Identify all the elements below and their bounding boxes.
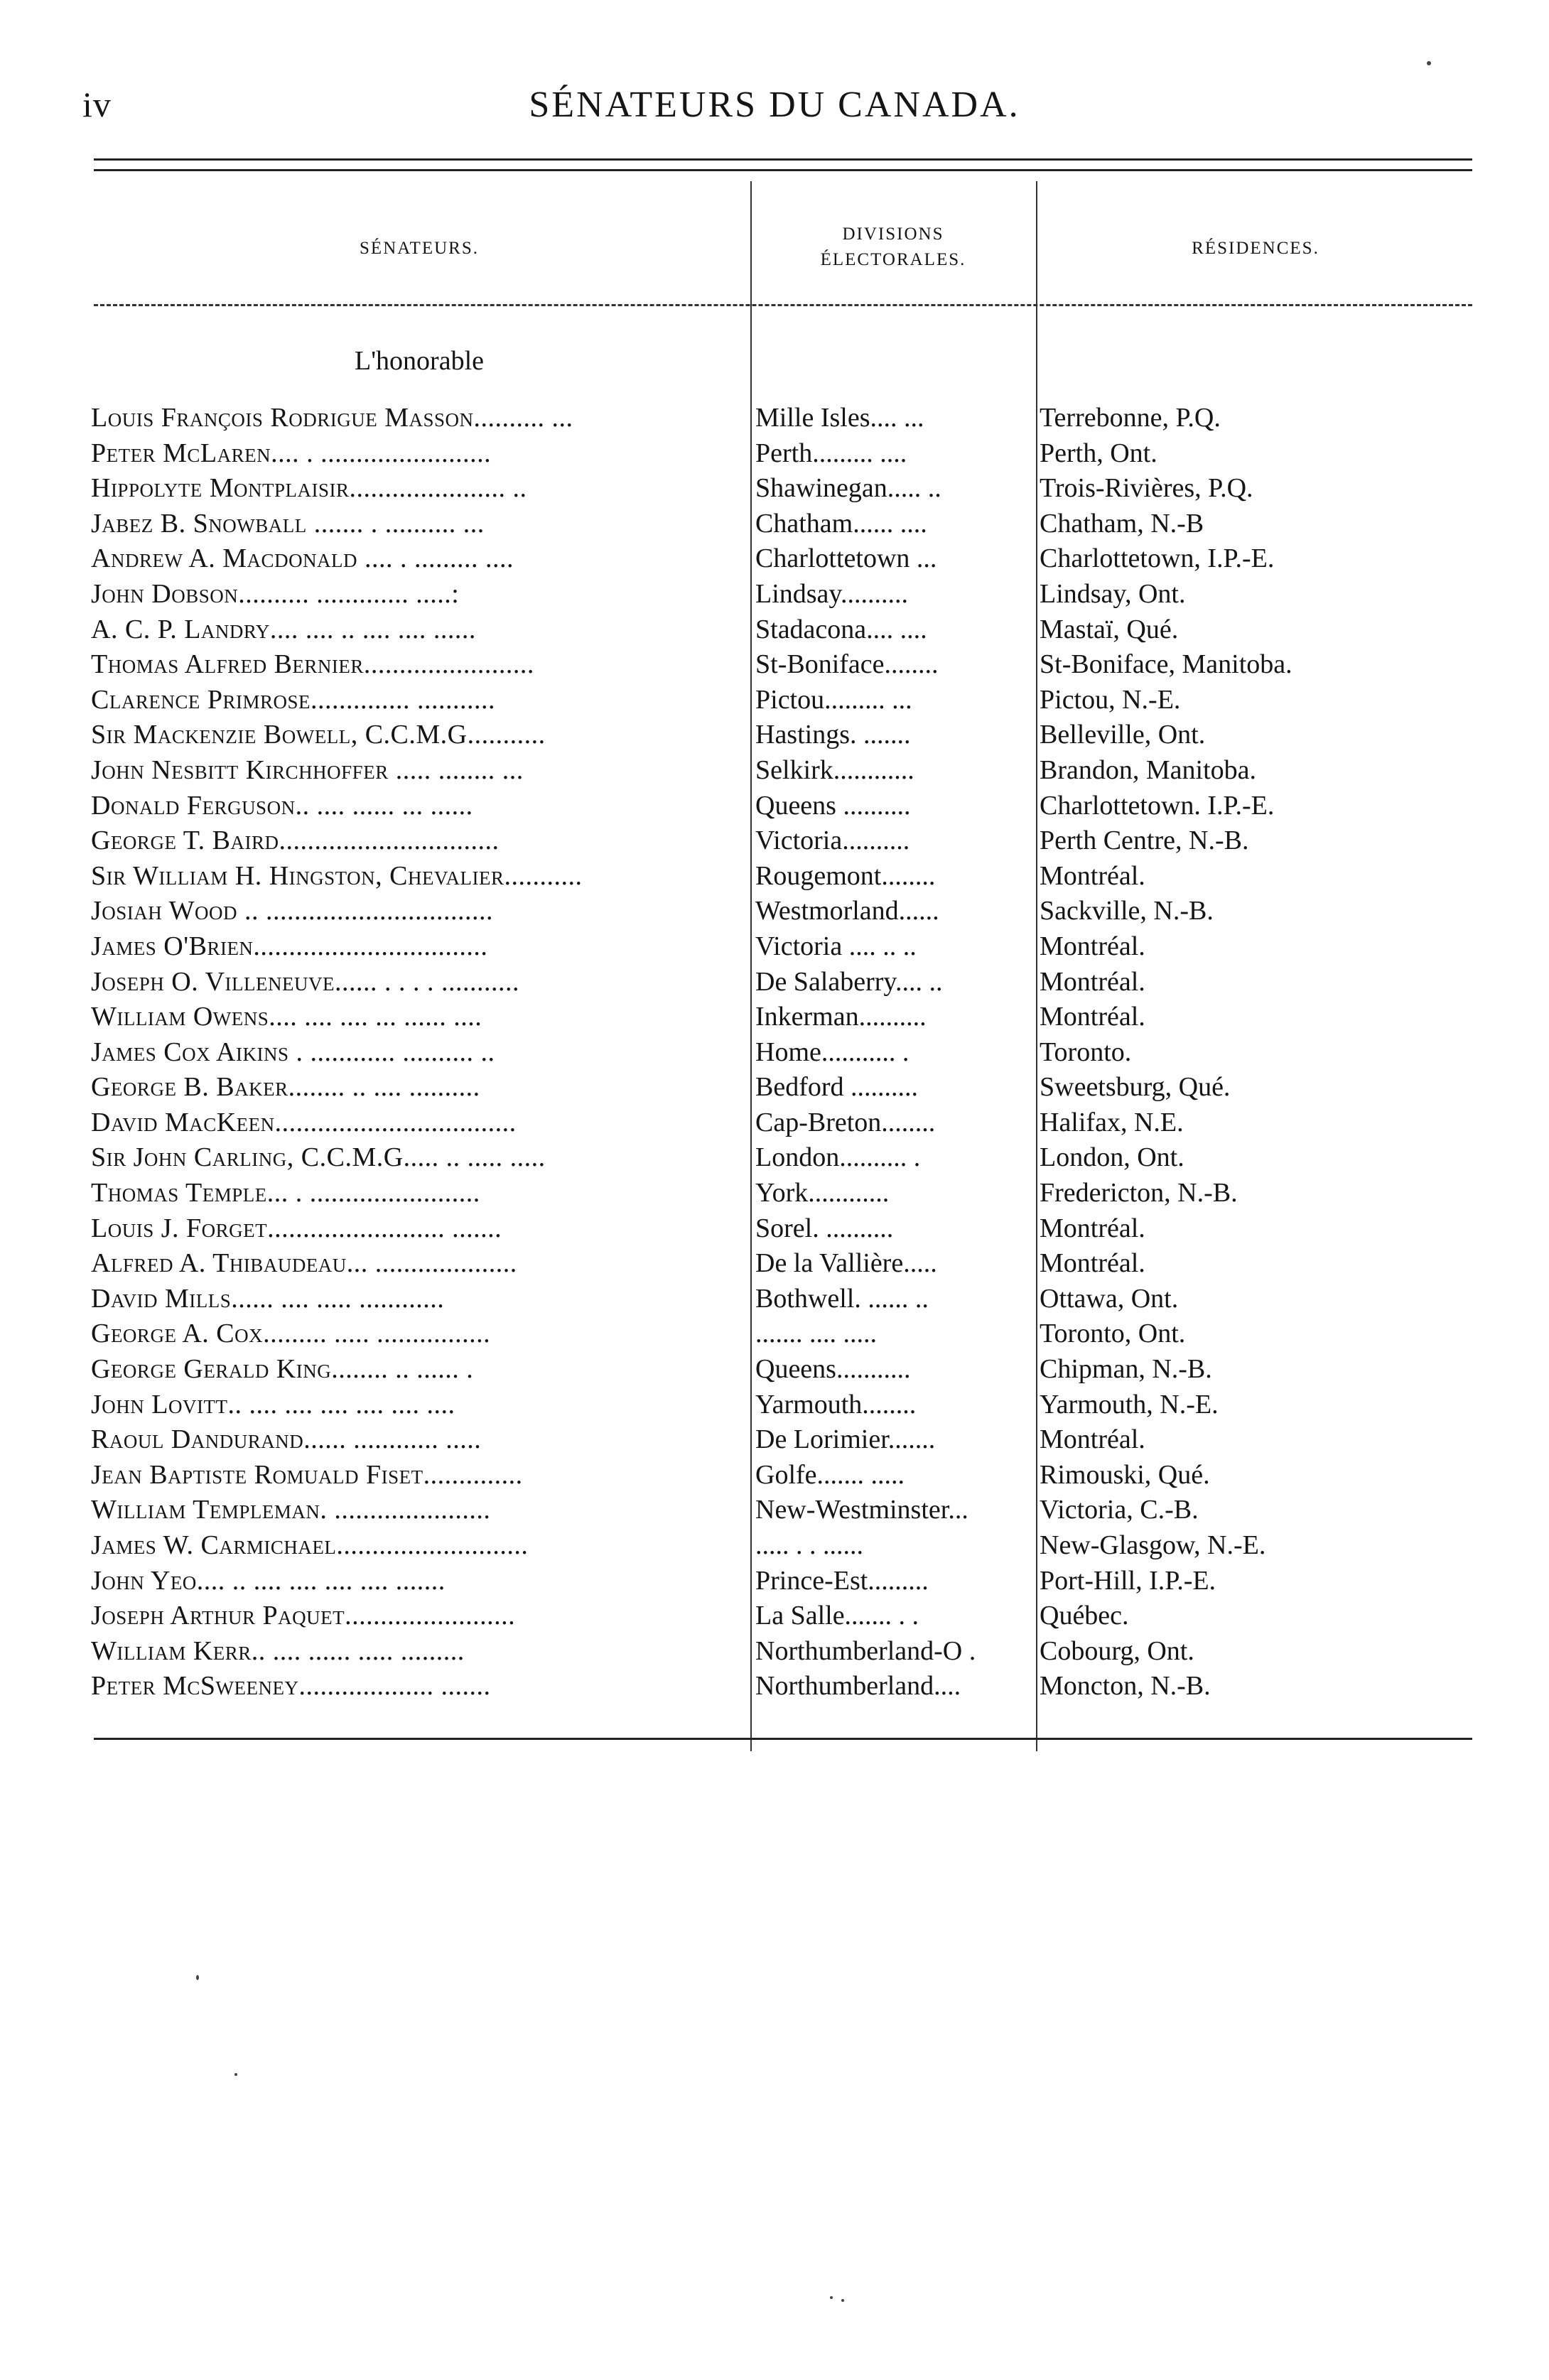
paper-speck [1427, 61, 1431, 65]
intro-honorable: L'honorable [354, 346, 484, 376]
table-row [0, 1599, 1549, 1634]
electoral-division: De Lorimier....... [755, 1424, 936, 1455]
electoral-division: Home........... . [755, 1037, 910, 1067]
residence: Toronto. [1040, 1037, 1132, 1067]
table-row [0, 929, 1549, 965]
electoral-division: Pictou......... ... [755, 684, 912, 715]
senator-name: Donald Ferguson.. .... ...... ... ...... [91, 790, 473, 821]
senator-name: Louis J. Forget......................... ....... [91, 1213, 502, 1243]
senator-name: William Templeman. ...................... [91, 1495, 491, 1525]
senator-name: George A. Cox......... ..... ................ [91, 1319, 491, 1349]
table-row [0, 1669, 1549, 1704]
senator-name: Josiah Wood .. ................................ [91, 896, 493, 926]
table-row [0, 753, 1549, 789]
senator-name: John Yeo.... .. .... .... .... .... ....... [91, 1565, 446, 1596]
table-row [0, 436, 1549, 472]
electoral-division: Lindsay.......... [755, 578, 908, 609]
senator-name: Louis François Rodrigue Masson.......... ... [91, 403, 573, 433]
page-header [0, 84, 1549, 141]
electoral-division: Prince-Est......... [755, 1565, 929, 1596]
residence: Fredericton, N.-B. [1040, 1178, 1238, 1208]
electoral-division: Queens........... [755, 1354, 911, 1385]
senator-name: A. C. P. Landry.... .... .. .... .... ...... [91, 614, 476, 644]
paper-speck [830, 2296, 833, 2299]
senator-name: Joseph Arthur Paquet........................ [91, 1601, 516, 1631]
electoral-division: St-Boniface........ [755, 649, 939, 680]
residence: Terrebonne, P.Q. [1040, 403, 1221, 433]
column-header-divisions-line1: DIVISIONS [842, 225, 944, 244]
electoral-division: Inkerman.......... [755, 1002, 927, 1032]
senator-name: Joseph O. Villeneuve...... . . . . ........... [91, 966, 519, 997]
senator-name: George Gerald King........ .. ...... . [91, 1354, 474, 1385]
electoral-division: Queens .......... [755, 790, 911, 821]
page-number: iv [82, 85, 112, 124]
senator-name: Sir Mackenzie Bowell, C.C.M.G........... [91, 720, 546, 750]
senator-name: Sir John Carling, C.C.M.G..... .. ..... ..... [91, 1142, 546, 1173]
running-title: SÉNATEURS DU CANADA. [529, 85, 1020, 125]
residence: Montréal. [1040, 966, 1145, 997]
table-row [0, 1070, 1549, 1105]
residence: Halifax, N.E. [1040, 1107, 1184, 1137]
residence: Trois-Rivières, P.Q. [1040, 473, 1253, 504]
table-row [0, 1493, 1549, 1528]
table-row [0, 1634, 1549, 1670]
residence: Montréal. [1040, 1002, 1145, 1032]
electoral-division: Golfe....... ..... [755, 1459, 905, 1490]
paper-speck [234, 2073, 237, 2076]
table-row [0, 1528, 1549, 1564]
senator-name: David MacKeen.................................. [91, 1107, 517, 1137]
residence: Belleville, Ont. [1040, 720, 1206, 750]
senator-name: John Nesbitt Kirchhoffer ..... ........ ... [91, 754, 524, 785]
electoral-division: Hastings. ....... [755, 720, 911, 750]
electoral-division: York............ [755, 1178, 890, 1208]
paper-speck [841, 2299, 844, 2302]
table-row [0, 683, 1549, 718]
residence: Montréal. [1040, 1248, 1145, 1279]
senator-name: Sir William H. Hingston, Chevalier........... [91, 860, 583, 891]
residence: Yarmouth, N.-E. [1040, 1389, 1219, 1419]
residence: Montréal. [1040, 931, 1145, 961]
table-row [0, 471, 1549, 507]
residence: Montréal. [1040, 1213, 1145, 1243]
header-dashed-rule [94, 304, 1472, 306]
residence: Sackville, N.-B. [1040, 896, 1214, 926]
table-row [0, 1105, 1549, 1141]
electoral-division: Bothwell. ...... .. [755, 1283, 929, 1314]
electoral-division: Stadacona.... .... [755, 614, 927, 644]
electoral-division: Chatham...... .... [755, 508, 927, 539]
senator-name: John Dobson.......... ............. .....: [91, 578, 460, 609]
electoral-division: New-Westminster... [755, 1495, 968, 1525]
table-row [0, 789, 1549, 824]
electoral-division: London.......... . [755, 1142, 921, 1173]
electoral-division: Perth......... .... [755, 438, 907, 468]
senator-name: George T. Baird............................... [91, 826, 500, 856]
senator-name: John Lovitt.. .... .... .... .... .... .... [91, 1389, 455, 1419]
table-row [0, 1316, 1549, 1352]
residence: St-Boniface, Manitoba. [1040, 649, 1292, 680]
electoral-division: Yarmouth........ [755, 1389, 917, 1419]
residence: Charlottetown. I.P.-E. [1040, 790, 1275, 821]
residence: Montréal. [1040, 860, 1145, 891]
table-row [0, 965, 1549, 1000]
table-row [0, 1458, 1549, 1493]
residence: Chipman, N.-B. [1040, 1354, 1212, 1385]
table-row [0, 718, 1549, 753]
residence: Victoria, C.-B. [1040, 1495, 1199, 1525]
electoral-division: Cap-Breton........ [755, 1107, 936, 1137]
table-row [0, 1140, 1549, 1176]
electoral-division: Westmorland...... [755, 896, 939, 926]
residence: Lindsay, Ont. [1040, 578, 1186, 609]
senator-name: Andrew A. Macdonald .... . ......... .... [91, 543, 514, 574]
table-row [0, 1422, 1549, 1458]
senator-name: James Cox Aikins . ............ .......... .. [91, 1037, 495, 1067]
senator-name: James O'Brien................................. [91, 931, 488, 961]
table-row [0, 577, 1549, 612]
table-row [0, 1352, 1549, 1388]
top-double-rule [94, 158, 1472, 161]
residence: Sweetsburg, Qué. [1040, 1072, 1231, 1103]
residence: Pictou, N.-E. [1040, 684, 1181, 715]
table-row [0, 859, 1549, 894]
residence: Chatham, N.-B [1040, 508, 1204, 539]
electoral-division: La Salle....... . . [755, 1601, 919, 1631]
senator-name: Clarence Primrose.............. ........... [91, 684, 495, 715]
electoral-division: Northumberland.... [755, 1671, 961, 1702]
paper-speck [196, 1975, 199, 1980]
electoral-division: De la Vallière..... [755, 1248, 937, 1279]
residence: Mastaï, Qué. [1040, 614, 1179, 644]
electoral-division: Selkirk............ [755, 754, 914, 785]
residence: Québec. [1040, 1601, 1129, 1631]
column-header-divisions-line2: ÉLECTORALES. [820, 250, 966, 269]
residence: Toronto, Ont. [1040, 1319, 1186, 1349]
senator-name: George B. Baker........ .. .... .......... [91, 1072, 480, 1103]
senator-name: Thomas Temple... . ........................ [91, 1178, 480, 1208]
senator-name: Jean Baptiste Romuald Fiset.............. [91, 1459, 523, 1490]
table-row [0, 894, 1549, 929]
senator-name: William Owens.... .... .... ... ...... .... [91, 1002, 482, 1032]
table-row [0, 1211, 1549, 1247]
column-header-residences: RÉSIDENCES. [1192, 239, 1319, 258]
senator-name: Hippolyte Montplaisir...................... .. [91, 473, 527, 504]
residence: Brandon, Manitoba. [1040, 754, 1257, 785]
senator-name: Jabez B. Snowball ....... . .......... ... [91, 508, 485, 539]
residence: Cobourg, Ont. [1040, 1635, 1194, 1666]
electoral-division: Rougemont........ [755, 860, 936, 891]
residence: Perth, Ont. [1040, 438, 1157, 468]
electoral-division: ....... .... ..... [755, 1319, 877, 1349]
senator-name: Thomas Alfred Bernier........................ [91, 649, 534, 680]
electoral-division: Sorel. .......... [755, 1213, 894, 1243]
electoral-division: Victoria .... .. .. [755, 931, 917, 961]
electoral-division: Mille Isles.... ... [755, 403, 924, 433]
bottom-rule [94, 1738, 1472, 1740]
electoral-division: ..... . . ...... [755, 1530, 863, 1560]
electoral-division: Charlottetown ... [755, 543, 937, 574]
senator-name: Raoul Dandurand...... ............ ..... [91, 1424, 482, 1455]
table-row [0, 401, 1549, 436]
table-row [0, 823, 1549, 859]
senator-name: Peter McSweeney................... ....... [91, 1671, 491, 1702]
senator-name: William Kerr.. .... ...... ..... ......... [91, 1635, 465, 1666]
electoral-division: Shawinegan..... .. [755, 473, 941, 504]
table-row [0, 647, 1549, 683]
table-row [0, 1176, 1549, 1211]
senator-name: Peter McLaren.... . ........................ [91, 438, 492, 468]
top-double-rule-lower [94, 169, 1472, 171]
residence: Ottawa, Ont. [1040, 1283, 1179, 1314]
senator-name: David Mills...... .... ..... ............ [91, 1283, 445, 1314]
residence: New-Glasgow, N.-E. [1040, 1530, 1266, 1560]
table-row [0, 1282, 1549, 1317]
residence: Port-Hill, I.P.-E. [1040, 1565, 1216, 1596]
residence: Perth Centre, N.-B. [1040, 826, 1249, 856]
electoral-division: Northumberland-O . [755, 1635, 976, 1666]
electoral-division: Victoria.......... [755, 826, 910, 856]
residence: Moncton, N.-B. [1040, 1671, 1211, 1702]
senator-name: James W. Carmichael........................... [91, 1530, 529, 1560]
table-row [0, 507, 1549, 542]
table-row [0, 1388, 1549, 1423]
residence: Montréal. [1040, 1424, 1145, 1455]
senator-name: Alfred A. Thibaudeau... .................... [91, 1248, 517, 1279]
residence: London, Ont. [1040, 1142, 1184, 1173]
column-header-senators: SÉNATEURS. [360, 239, 479, 258]
column-header-divisions [753, 222, 1033, 273]
table-row [0, 1246, 1549, 1282]
table-row [0, 1000, 1549, 1035]
electoral-division: Bedford .......... [755, 1072, 919, 1103]
table-row [0, 1564, 1549, 1599]
table-row [0, 1035, 1549, 1071]
table-row [0, 612, 1549, 648]
senators-table [0, 401, 1549, 1704]
electoral-division: De Salaberry.... .. [755, 966, 943, 997]
residence: Rimouski, Qué. [1040, 1459, 1210, 1490]
table-row [0, 541, 1549, 577]
residence: Charlottetown, I.P.-E. [1040, 543, 1275, 574]
